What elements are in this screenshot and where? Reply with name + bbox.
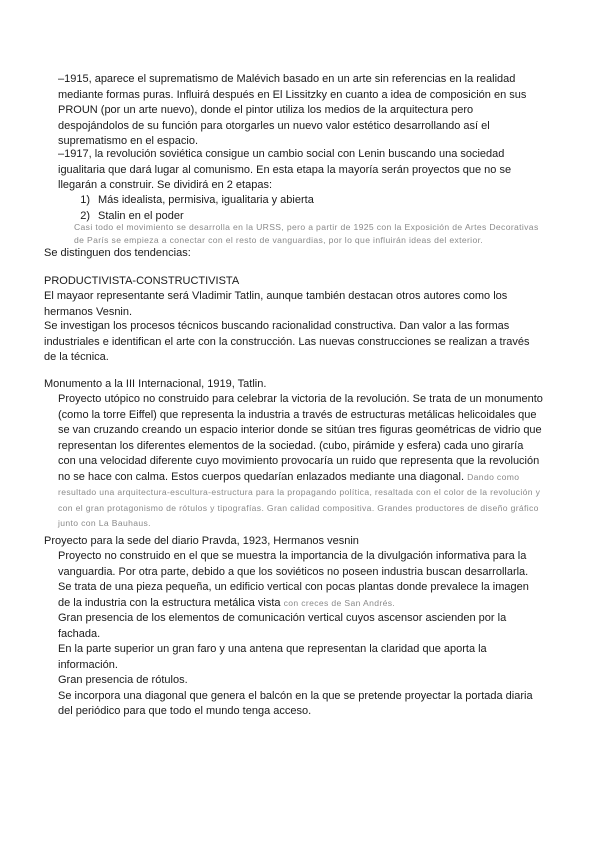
list-item-text: Stalin en el poder	[98, 209, 184, 222]
paragraph-1915: –1915, aparece el suprematismo de Malévich basado en un arte sin referencias en la realidad mediante formas puras. Influirá después en El Lissitzky en cuanto a idea de composición en sus PROUN (por un arte nuevo), donde el pintor utiliza los medios de la arquitectura pero despojándolos de su función para otorgarles un nuevo valor estético desarrollando así el suprematismo en el espacio.	[58, 73, 527, 147]
pravda-grey-note: con creces de San Andrés.	[283, 597, 396, 608]
paragraph-monumento	[58, 392, 544, 532]
pravda-paragraph-1: Proyecto no construido en el que se muestra la importancia de la divulgación informativa para la vanguardia. Por otra parte, debido a que los soviéticos no poseen industria buscan desarrollarla.	[58, 550, 529, 578]
stages-list	[68, 193, 508, 224]
monumento-body: Proyecto utópico no construido para celebrar la victoria de la revolución. Se trata de un monumento (como la torre Eiffel) que representa la industria a través de estructuras metálicas helicoidales que se van cruzando creando un espacio interior donde se sitúan tres figuras geométricas de vidrio que representan los diferentes elementos de la sociedad. (cubo, pirámide y esfera) cada uno giraría con una velocidad diferente cuyo movimiento provocaría un ruido que representa que la revolución no se hace con calma. Estos cuerpos quedarían enlazados mediante una diagonal.	[58, 393, 543, 483]
list-number: 2)	[80, 209, 90, 222]
paragraph-procesos: Se investigan los procesos técnicos buscando racionalidad constructiva. Dan valor a las formas industriales e identifican el arte con la construcción. Las nuevas construcciones se realizan a través de la técnica.	[44, 320, 530, 363]
list-number: 1)	[80, 194, 90, 206]
pravda-paragraph-2-text: Se trata de una pieza pequeña, un edificio vertical con pocas plantas donde prevalece la imagen de la industria con la estructura metálica vista	[58, 581, 529, 609]
paragraph-tatlin: El mayaor representante será Vladimir Tatlin, aunque también destacan otros autores como los hermanos Vesnin.	[44, 290, 508, 318]
pravda-paragraph-5: Gran presencia de rótulos.	[58, 674, 188, 686]
list-item	[68, 193, 508, 209]
pravda-paragraph-2	[58, 580, 544, 611]
tendencias-line: Se distinguen dos tendencias:	[44, 247, 191, 259]
section-heading-productivista: PRODUCTIVISTA-CONSTRUCTIVISTA	[44, 275, 240, 287]
heading-monumento: Monumento a la III Internacional, 1919, Tatlin.	[44, 378, 267, 390]
grey-note-urss: Casi todo el movimiento se desarrolla en la URSS, pero a partir de 1925 con la Exposición de Artes Decorativas de París se empieza a conectar con el resto de vanguardias, por lo que influirán ideas del exterior.	[74, 222, 539, 245]
pravda-paragraph-6: Se incorpora una diagonal que genera el balcón en la que se pretende proyectar la portada diaria del periódico para que todo el mundo tenga acceso.	[58, 689, 533, 717]
monumento-grey-note: Dando como resultado una arquitectura-escultura-estructura para la propagando política, resaltada con el color de la revolución y con el gran protagonismo de rótulos y tipografías. Gran calidad compositiva. Grandes productores de diseño gráfico junto con La Bauhaus.	[58, 471, 541, 528]
paragraph-1917: –1917, la revolución soviética consigue un cambio social con Lenin buscando una sociedad igualitaria que dará lugar al comunismo. En esta etapa la mayoría serán proyectos que no se llegarán a construir. Se dividirá en 2 etapas:	[58, 148, 512, 191]
heading-pravda: Proyecto para la sede del diario Pravda, 1923, Hermanos vesnin	[44, 535, 359, 547]
pravda-paragraph-3: Gran presencia de los elementos de comunicación vertical cuyos ascensor ascienden por la fachada.	[58, 612, 507, 640]
list-item-text: Más idealista, permisiva, igualitaria y abierta	[98, 194, 314, 206]
pravda-content	[58, 549, 544, 720]
pravda-paragraph-4: En la parte superior un gran faro y una antena que representan la claridad que aporta la información.	[58, 643, 487, 671]
